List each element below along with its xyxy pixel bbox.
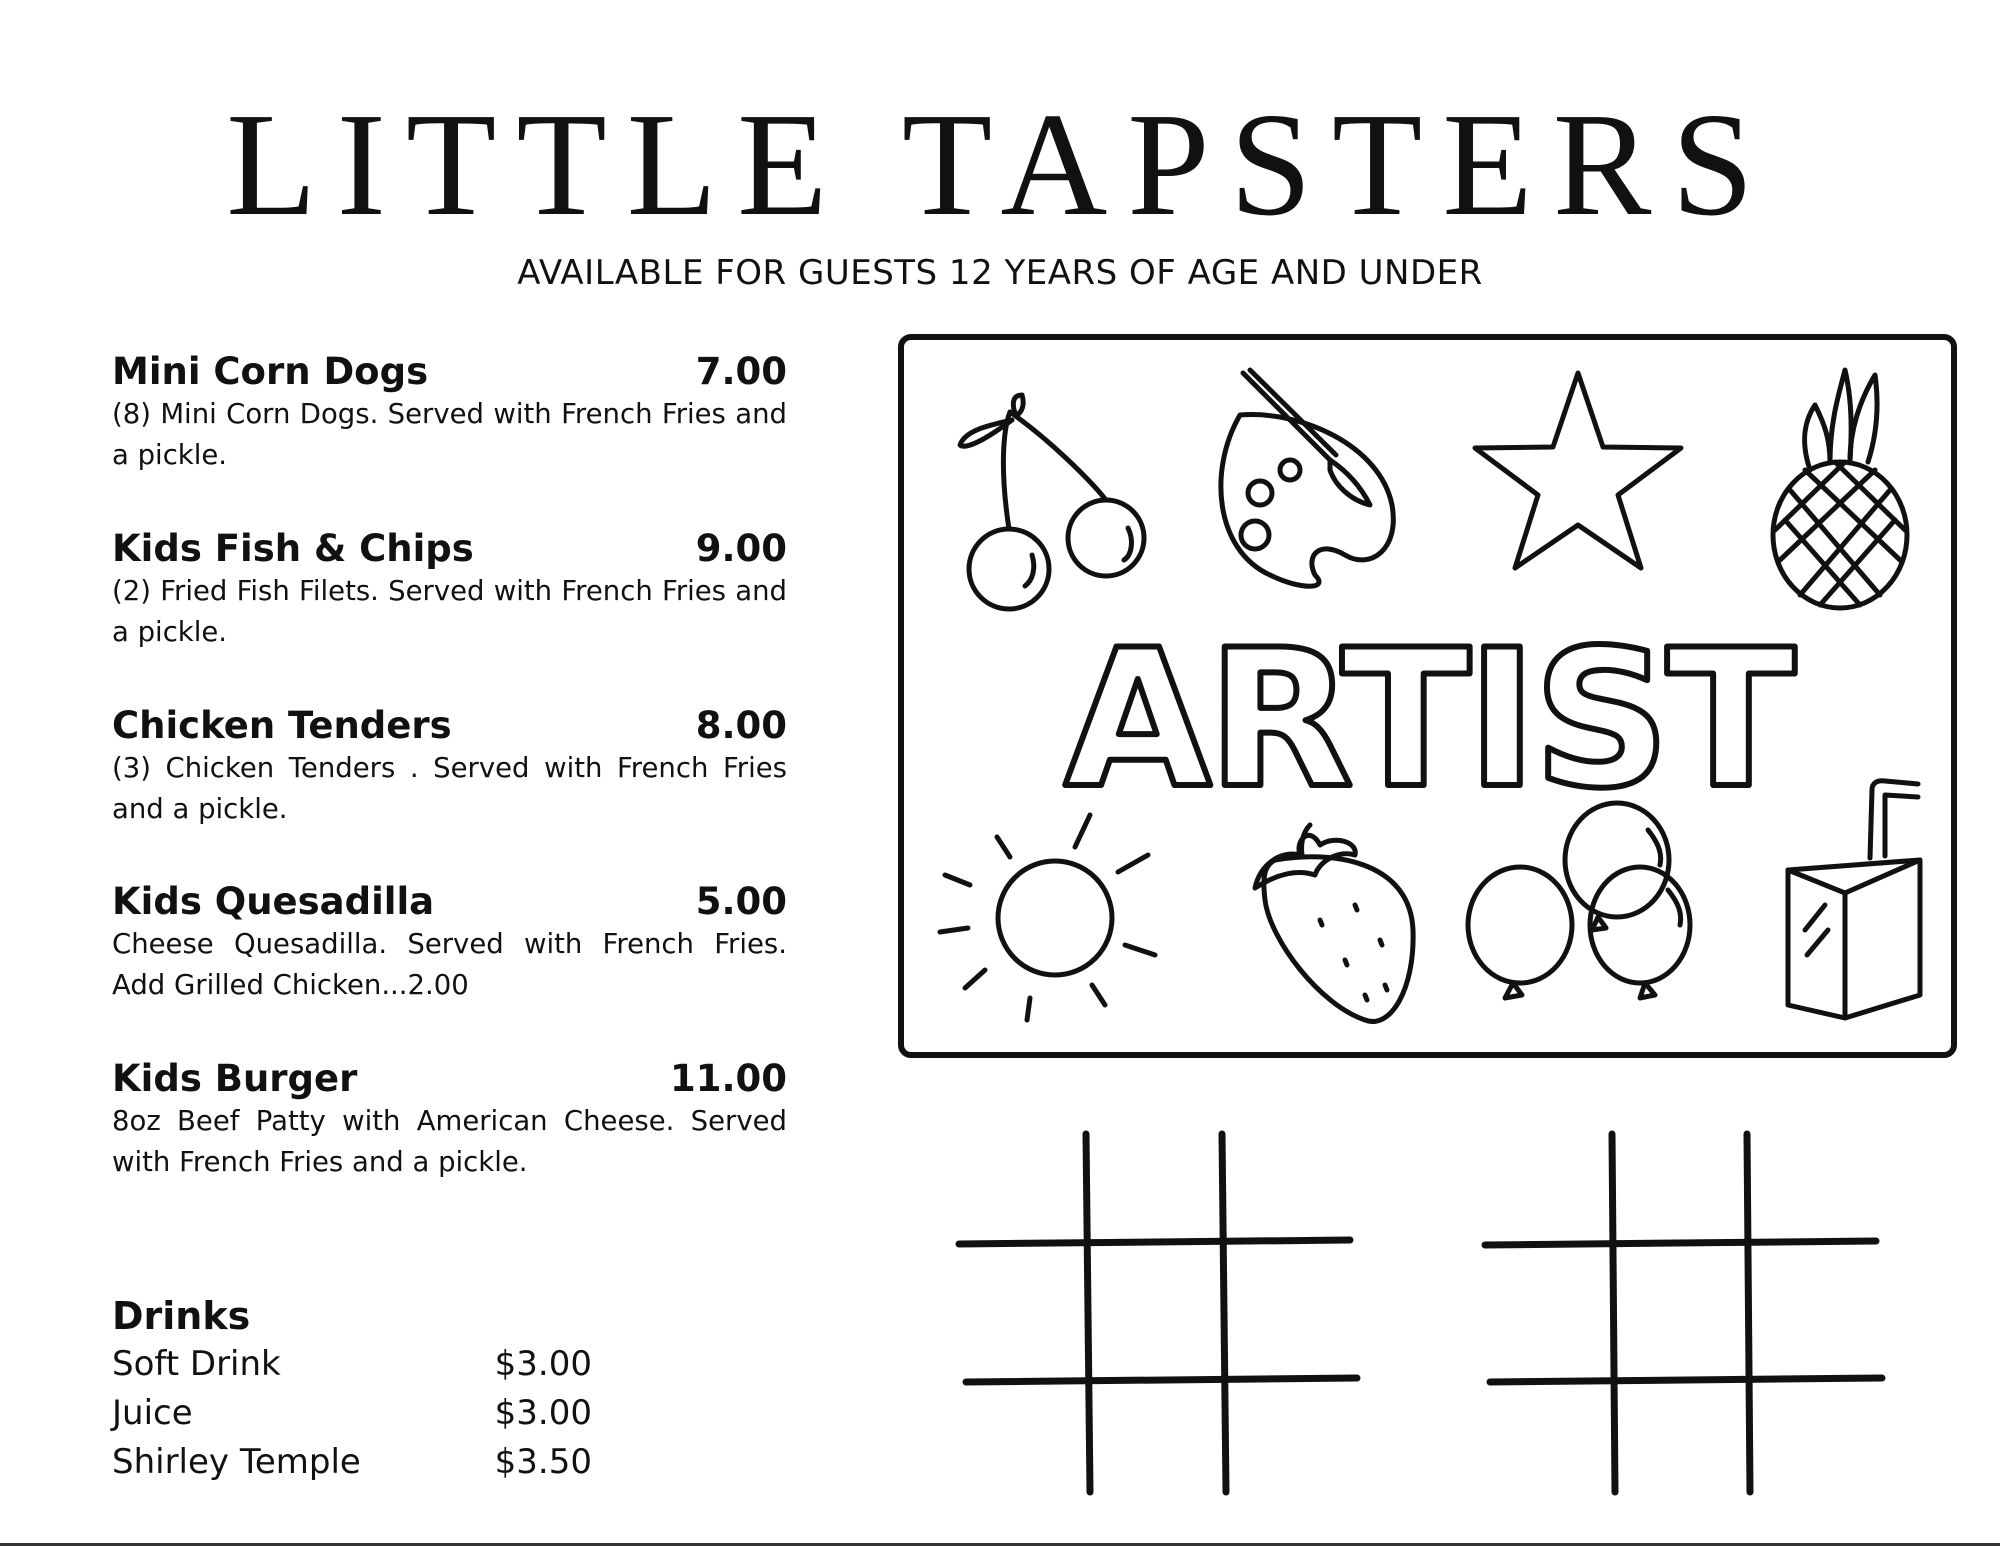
drink-name: Soft Drink xyxy=(112,1344,281,1384)
menu-item-description: Cheese Quesadilla. Served with French Fries. Add Grilled Chicken...2.00 xyxy=(112,928,787,1001)
drinks-title: Drinks xyxy=(112,1294,251,1338)
drink-row xyxy=(112,1438,592,1487)
balloons-icon xyxy=(1468,803,1690,998)
juice-box-icon xyxy=(1788,781,1920,1018)
drinks-section xyxy=(112,1292,592,1487)
menu-item-price: 11.00 xyxy=(669,1057,787,1100)
artist-coloring-word: ARTIST xyxy=(1064,609,1792,830)
page-title: LITTLE TAPSTERS xyxy=(226,83,1774,247)
menu-item-price: 5.00 xyxy=(695,880,787,923)
menu-item xyxy=(112,1057,787,1183)
menu-item-description: (3) Chicken Tenders . Served with French Fries and a pickle. xyxy=(112,752,787,825)
menu-item-description: (2) Fried Fish Filets. Served with French Fries and a pickle. xyxy=(112,575,787,648)
tic-tac-toe-grid xyxy=(1485,1134,1882,1492)
menu-item xyxy=(112,704,787,830)
menu-item-description: 8oz Beef Patty with American Cheese. Served with French Fries and a pickle. xyxy=(112,1105,787,1178)
menu-item xyxy=(112,527,787,653)
coloring-panel-frame xyxy=(901,337,1954,1055)
menu-item-description: (8) Mini Corn Dogs. Served with French Fries and a pickle. xyxy=(112,398,787,471)
drink-price: $3.50 xyxy=(494,1442,592,1482)
drink-price: $3.00 xyxy=(494,1344,592,1384)
tic-tac-toe-grid xyxy=(959,1134,1357,1492)
drink-name: Shirley Temple xyxy=(112,1442,361,1482)
drink-row xyxy=(112,1340,592,1389)
drink-price: $3.00 xyxy=(494,1393,592,1433)
menu-item-name: Kids Burger xyxy=(112,1057,358,1100)
pineapple-icon xyxy=(1773,370,1907,608)
age-notice: AVAILABLE FOR GUESTS 12 YEARS OF AGE AND UNDER xyxy=(517,253,1483,293)
palette-icon xyxy=(1221,370,1393,586)
menu-item-price: 9.00 xyxy=(695,527,787,570)
star-icon xyxy=(1475,373,1681,568)
strawberry-icon xyxy=(1255,825,1413,1022)
menu-item-price: 8.00 xyxy=(695,704,787,747)
menu-item-price: 7.00 xyxy=(695,350,787,393)
sun-icon xyxy=(940,815,1155,1020)
drink-row xyxy=(112,1389,592,1438)
cherries-icon xyxy=(960,395,1144,609)
menu-item xyxy=(112,880,787,1006)
menu-item-name: Mini Corn Dogs xyxy=(112,350,429,393)
menu-item xyxy=(112,350,787,476)
menu-item-name: Kids Fish & Chips xyxy=(112,527,474,570)
menu-item-name: Chicken Tenders xyxy=(112,704,452,747)
drink-name: Juice xyxy=(112,1393,193,1433)
menu-item-name: Kids Quesadilla xyxy=(112,880,435,923)
